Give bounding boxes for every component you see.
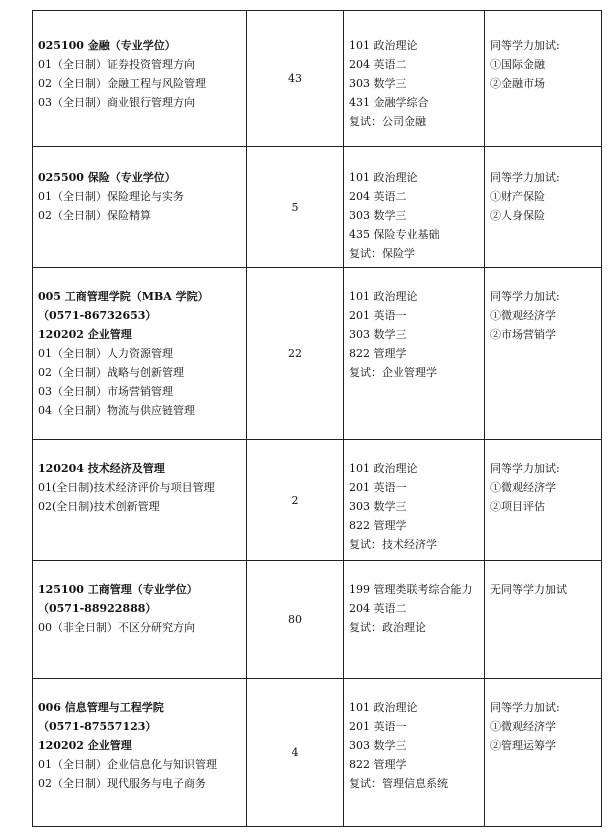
direction-line: 00（非全日制）不区分研究方向 <box>38 621 195 634</box>
extra-exam-line: ①微观经济学 <box>490 720 556 733</box>
major-title: 120202 企业管理 <box>38 739 132 752</box>
extra-exam-cell <box>485 147 602 268</box>
exam-subject: 复试：技术经济学 <box>349 538 437 551</box>
table-row <box>33 11 602 147</box>
direction-line: 01（全日制）保险理论与实务 <box>38 190 184 203</box>
direction-line: 04（全日制）物流与供应链管理 <box>38 404 195 417</box>
school-title: 005 工商管理学院（MBA 学院） <box>38 290 209 303</box>
exam-subject: 复试：企业管理学 <box>349 366 437 379</box>
exam-subject: 822 管理学 <box>349 519 407 532</box>
exam-subject: 101 政治理论 <box>349 462 418 475</box>
major-cell <box>33 268 247 440</box>
direction-line: 02（全日制）战略与创新管理 <box>38 366 184 379</box>
extra-exam-line: 同等学力加试: <box>490 171 560 184</box>
exam-subject: 101 政治理论 <box>349 39 418 52</box>
exam-subject: 303 数学三 <box>349 739 407 752</box>
extra-exam-line: 同等学力加试: <box>490 462 560 475</box>
extra-exam-line: ②金融市场 <box>490 77 545 90</box>
major-cell <box>33 147 247 268</box>
major-cell <box>33 440 247 561</box>
exam-subject: 431 金融学综合 <box>349 96 429 109</box>
school-phone: （0571-86732653） <box>38 309 157 322</box>
exam-cell <box>344 561 485 679</box>
extra-exam-line: ①微观经济学 <box>490 309 556 322</box>
enrollment-count: 80 <box>247 561 344 679</box>
enrollment-count: 4 <box>247 679 344 827</box>
table-row <box>33 147 602 268</box>
direction-line: 02（全日制）保险精算 <box>38 209 151 222</box>
direction-line: 03（全日制）商业银行管理方向 <box>38 96 195 109</box>
exam-subject: 复试：保险学 <box>349 247 415 260</box>
extra-exam-line: 无同等学力加试 <box>490 583 567 596</box>
exam-subject: 复试：管理信息系统 <box>349 777 448 790</box>
exam-subject: 303 数学三 <box>349 328 407 341</box>
exam-subject: 201 英语一 <box>349 720 407 733</box>
exam-subject: 303 数学三 <box>349 500 407 513</box>
major-title: 120202 企业管理 <box>38 328 132 341</box>
direction-line: 01（全日制）企业信息化与知识管理 <box>38 758 217 771</box>
extra-exam-cell <box>485 268 602 440</box>
major-cell <box>33 679 247 827</box>
major-cell <box>33 11 247 147</box>
enrollment-count: 2 <box>247 440 344 561</box>
direction-line: 03（全日制）市场营销管理 <box>38 385 173 398</box>
exam-cell <box>344 147 485 268</box>
direction-line: 01（全日制）证券投资管理方向 <box>38 58 195 71</box>
direction-line: 02（全日制）现代服务与电子商务 <box>38 777 206 790</box>
exam-subject: 204 英语二 <box>349 190 407 203</box>
enrollment-count: 43 <box>247 11 344 147</box>
enrollment-table <box>32 10 602 827</box>
exam-subject: 822 管理学 <box>349 758 407 771</box>
exam-cell <box>344 11 485 147</box>
enrollment-count: 5 <box>247 147 344 268</box>
direction-line: 02（全日制）金融工程与风险管理 <box>38 77 206 90</box>
exam-subject: 101 政治理论 <box>349 701 418 714</box>
direction-line: 01(全日制)技术经济评价与项目管理 <box>38 481 215 494</box>
extra-exam-line: ②项目评估 <box>490 500 545 513</box>
extra-exam-cell <box>485 679 602 827</box>
extra-exam-line: 同等学力加试: <box>490 290 560 303</box>
exam-subject: 303 数学三 <box>349 77 407 90</box>
table-row <box>33 679 602 827</box>
major-title: 125100 工商管理（专业学位） <box>38 583 198 596</box>
major-title: 120204 技术经济及管理 <box>38 462 165 475</box>
extra-exam-line: ①微观经济学 <box>490 481 556 494</box>
extra-exam-line: ①国际金融 <box>490 58 545 71</box>
extra-exam-line: 同等学力加试: <box>490 39 560 52</box>
extra-exam-cell <box>485 561 602 679</box>
exam-subject: 201 英语一 <box>349 481 407 494</box>
enrollment-count: 22 <box>247 268 344 440</box>
school-title: 006 信息管理与工程学院 <box>38 701 164 714</box>
exam-cell <box>344 268 485 440</box>
exam-subject: 复试：政治理论 <box>349 621 426 634</box>
extra-exam-line: ②管理运筹学 <box>490 739 556 752</box>
extra-exam-line: ②市场营销学 <box>490 328 556 341</box>
exam-subject: 822 管理学 <box>349 347 407 360</box>
direction-line: 02(全日制)技术创新管理 <box>38 500 160 513</box>
extra-exam-line: 同等学力加试: <box>490 701 560 714</box>
table-row <box>33 440 602 561</box>
extra-exam-cell <box>485 11 602 147</box>
major-cell <box>33 561 247 679</box>
table-row <box>33 268 602 440</box>
direction-line: 01（全日制）人力资源管理 <box>38 347 173 360</box>
exam-cell <box>344 440 485 561</box>
school-phone: （0571-87557123） <box>38 720 157 733</box>
table-row <box>33 561 602 679</box>
extra-exam-line: ②人身保险 <box>490 209 545 222</box>
exam-subject: 204 英语二 <box>349 58 407 71</box>
exam-subject: 435 保险专业基础 <box>349 228 440 241</box>
exam-subject: 303 数学三 <box>349 209 407 222</box>
exam-cell <box>344 679 485 827</box>
exam-subject: 101 政治理论 <box>349 290 418 303</box>
extra-exam-line: ①财产保险 <box>490 190 545 203</box>
exam-subject: 199 管理类联考综合能力 <box>349 583 473 596</box>
exam-subject: 204 英语二 <box>349 602 407 615</box>
exam-subject: 复试：公司金融 <box>349 115 426 128</box>
exam-subject: 101 政治理论 <box>349 171 418 184</box>
major-title: 025100 金融（专业学位） <box>38 39 176 52</box>
school-phone: （0571-88922888） <box>38 602 157 615</box>
exam-subject: 201 英语一 <box>349 309 407 322</box>
major-title: 025500 保险（专业学位） <box>38 171 176 184</box>
extra-exam-cell <box>485 440 602 561</box>
